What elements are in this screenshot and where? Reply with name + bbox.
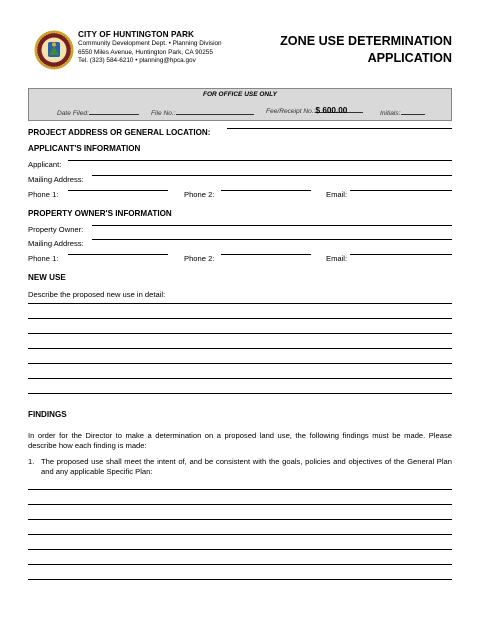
organization-info: [78, 30, 222, 66]
owner-info-heading: PROPERTY OWNER'S INFORMATION: [28, 209, 172, 218]
applicant-field[interactable]: [68, 160, 452, 161]
owner-mailing-label: Mailing Address:: [28, 239, 84, 248]
new-use-heading: NEW USE: [28, 273, 66, 282]
applicant-mailing-label: Mailing Address:: [28, 175, 84, 184]
office-use-heading: FOR OFFICE USE ONLY: [203, 91, 277, 98]
document-title: [280, 33, 452, 67]
department-contact: Tel. (323) 584-6210 • planning@hpca.gov: [78, 57, 196, 65]
answer-line: [28, 363, 452, 364]
owner-phone2-field[interactable]: [221, 254, 311, 255]
applicant-email-field[interactable]: [350, 190, 452, 191]
file-no-field[interactable]: [151, 108, 254, 117]
answer-line: [28, 549, 452, 550]
finding-item-1-text: The proposed use shall meet the intent of, and be consistent with the goals, policies and objectives of the General Plan and any applicable Specific Plan:: [41, 457, 452, 477]
answer-line: [28, 393, 452, 394]
owner-phone1-label: Phone 1:: [28, 254, 59, 263]
answer-line: [28, 519, 452, 520]
city-name: CITY OF HUNTINGTON PARK: [78, 30, 195, 39]
owner-phone1-field[interactable]: [68, 254, 168, 255]
applicant-phone2-label: Phone 2:: [184, 190, 215, 199]
finding-item-1: [28, 457, 452, 479]
title-line-1: ZONE USE DETERMINATION: [280, 34, 452, 48]
applicant-phone1-label: Phone 1:: [28, 190, 59, 199]
answer-line: [28, 489, 452, 490]
answer-line: [28, 504, 452, 505]
answer-line: [28, 378, 452, 379]
city-seal-icon: [34, 30, 74, 70]
owner-mailing-field[interactable]: [92, 239, 452, 240]
owner-phone2-label: Phone 2:: [184, 254, 215, 263]
initials-label: Initials:: [380, 110, 401, 117]
project-address-label: PROJECT ADDRESS OR GENERAL LOCATION:: [28, 128, 211, 137]
fee-receipt-label: Fee/Receipt No.:: [266, 108, 316, 115]
applicant-mailing-field[interactable]: [92, 175, 452, 176]
answer-line: [28, 303, 452, 304]
applicant-email-label: Email:: [326, 190, 348, 199]
project-address-field[interactable]: [227, 128, 452, 129]
date-filed-field[interactable]: [57, 108, 139, 117]
department-address: 6550 Miles Avenue, Huntington Park, CA 90255: [78, 48, 213, 56]
department-name: Community Development Dept. • Planning Division: [78, 40, 222, 47]
applicant-info-heading: APPLICANT'S INFORMATION: [28, 144, 141, 153]
office-use-box: [28, 88, 452, 121]
title-line-2: APPLICATION: [367, 51, 452, 65]
answer-line: [28, 333, 452, 334]
owner-label: Property Owner:: [28, 225, 84, 234]
owner-email-label: Email:: [326, 254, 348, 263]
findings-heading: FINDINGS: [28, 410, 67, 419]
answer-line: [28, 579, 452, 580]
new-use-prompt: Describe the proposed new use in detail:: [28, 290, 166, 299]
answer-line: [28, 348, 452, 349]
owner-email-field[interactable]: [350, 254, 452, 255]
answer-line: [28, 318, 452, 319]
applicant-phone1-field[interactable]: [68, 190, 168, 191]
fee-value: $ 600.00: [315, 106, 348, 115]
finding-item-1-number: 1.: [28, 457, 35, 466]
file-no-label: File No.:: [151, 110, 176, 117]
applicant-phone2-field[interactable]: [221, 190, 311, 191]
answer-line: [28, 564, 452, 565]
initials-field[interactable]: [380, 108, 425, 117]
answer-line: [28, 534, 452, 535]
findings-intro: In order for the Director to make a determination on a proposed land use, the following findings must be made. Please describe how each finding is made:: [28, 431, 452, 451]
fee-receipt-field[interactable]: [266, 106, 363, 115]
applicant-label: Applicant:: [28, 160, 62, 169]
owner-field[interactable]: [92, 225, 452, 226]
date-filed-label: Date Filed:: [57, 110, 89, 117]
